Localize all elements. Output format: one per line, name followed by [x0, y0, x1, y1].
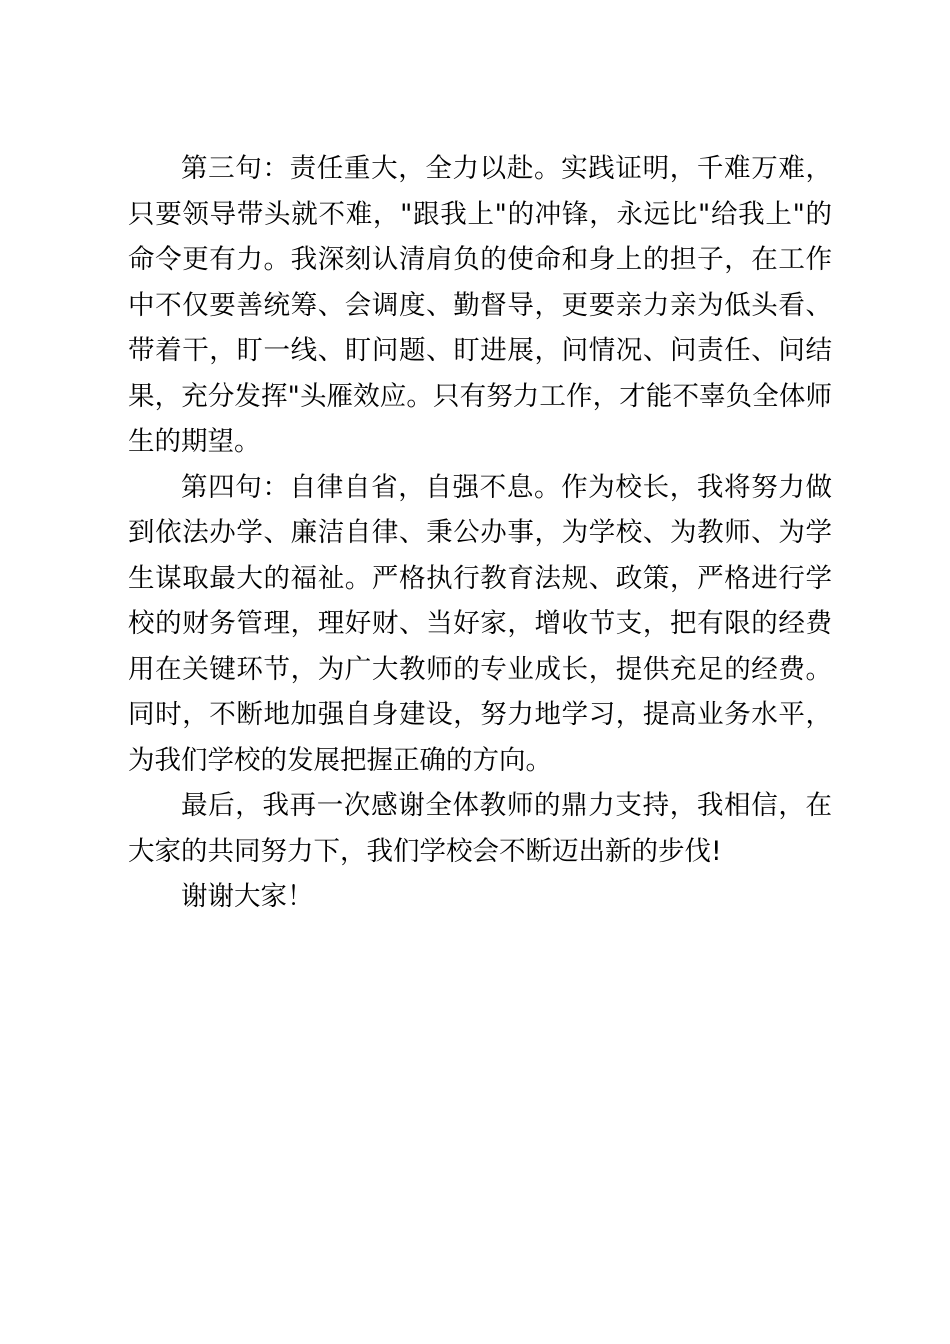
paragraph-fourth-sentence: 第四句：自律自省，自强不息。作为校长，我将努力做到依法办学、廉洁自律、秉公办事，为学校、为教师、为学生谋取最大的福祉。严格执行教育法规、政策，严格进行学校的财务管理，理好财、当好家，增收节支，把有限的经费用在关键环节，为广大教师的专业成长，提供充足的经费。同时，不断地加强自身建设，努力地学习，提高业务水平，为我们学校的发展把握正确的方向。 [128, 471, 832, 776]
document-body [128, 146, 832, 920]
paragraph-third-sentence: 第三句：责任重大，全力以赴。实践证明，千难万难，只要领导带头就不难，"跟我上"的冲锋，永远比"给我上"的命令更有力。我深刻认清肩负的使命和身上的担子，在工作中不仅要善统筹、会调度、勤督导，更要亲力亲为低头看、带着干，盯一线、盯问题、盯进展，问情况、问责任、问结果，充分发挥"头雁效应。只有努力工作，才能不辜负全体师生的期望。 [128, 153, 832, 457]
paragraph-thank-you: 谢谢大家！ [181, 881, 314, 912]
paragraph-closing-thanks: 最后，我再一次感谢全体教师的鼎力支持，我相信，在大家的共同努力下，我们学校会不断迈出新的步伐! [128, 790, 832, 867]
